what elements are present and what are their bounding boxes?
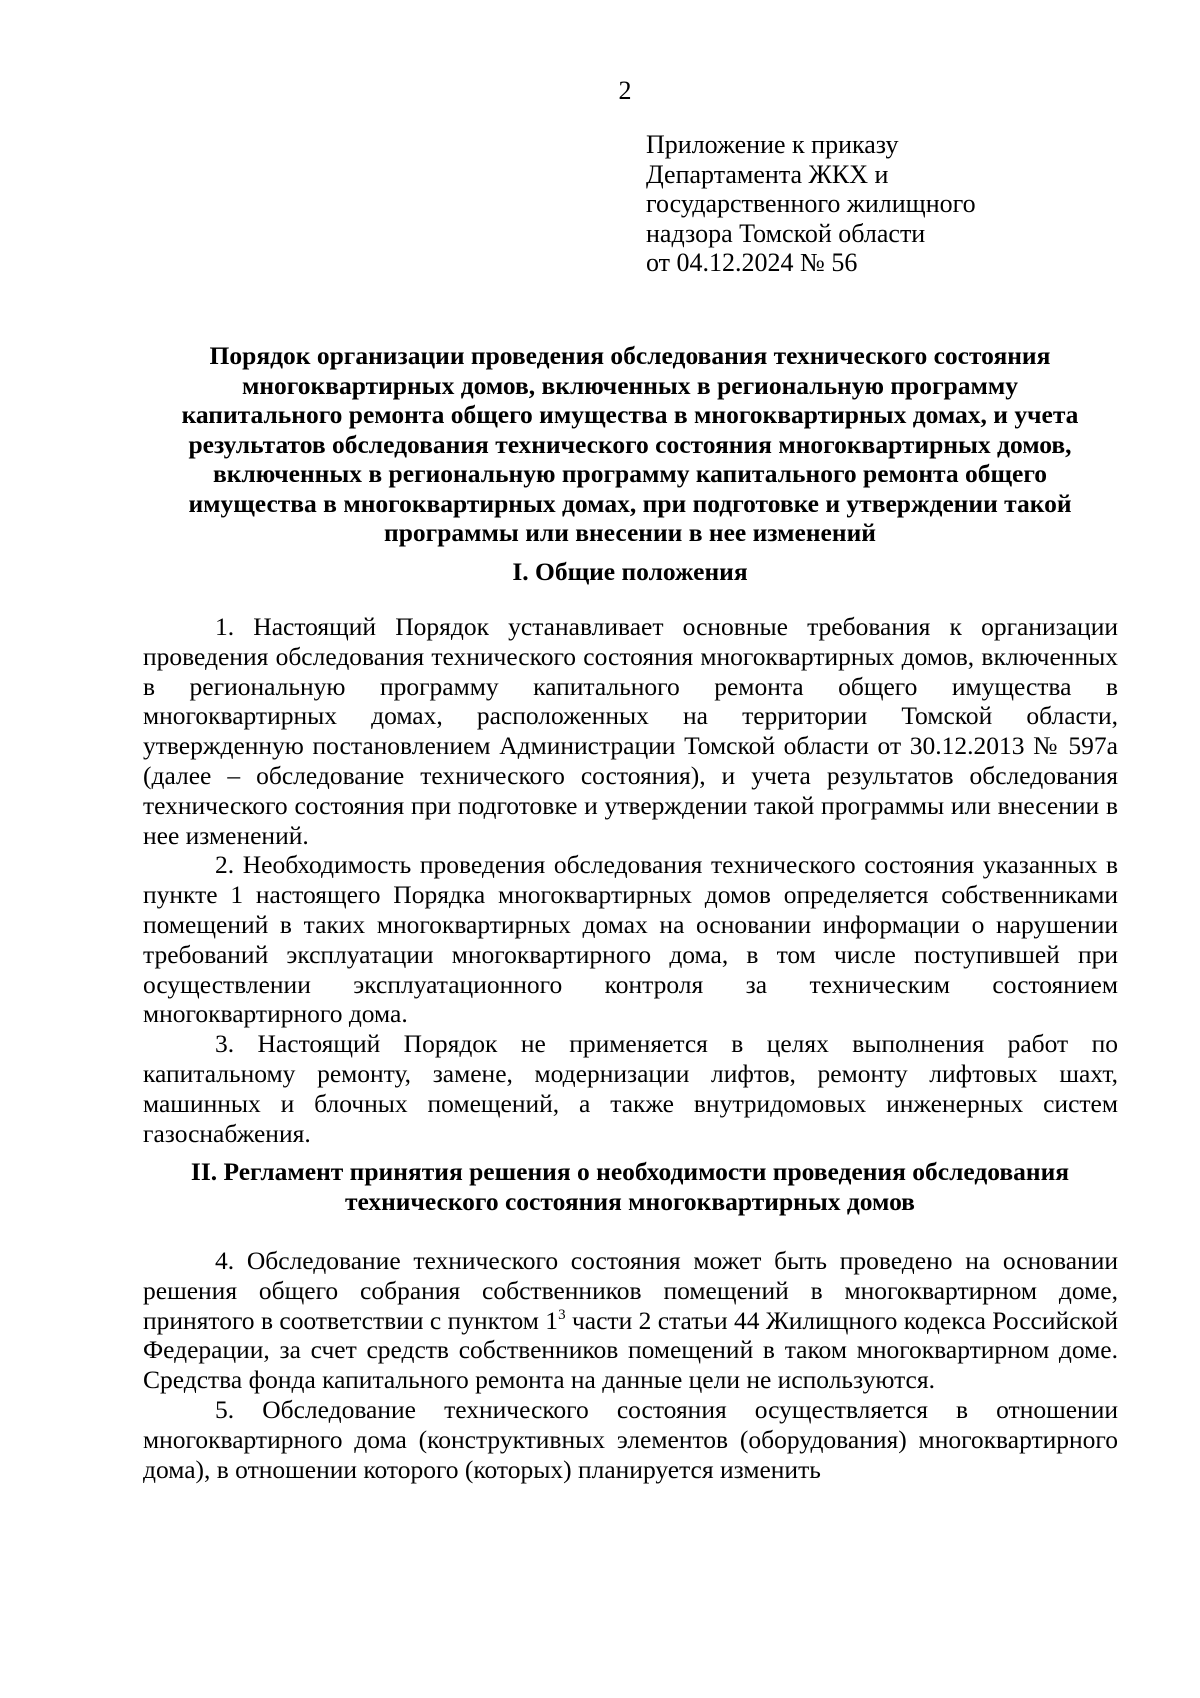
- section-2-body: [143, 1246, 1118, 1484]
- appendix-line: государственного жилищного: [646, 189, 976, 218]
- paragraph-4-end: части 2 статьи 44 Жилищного кодекса Российской Федерации, за счет средств собственников помещений в таком многоквартирном доме. Средства фонда капитального ремонта на данные цели не используются.: [143, 1305, 1118, 1395]
- document-title: Порядок организации проведения обследования технического состояния многоквартирных домов, включенных в региональную программу капитального ремонта общего имущества в многоквартирных домах, и учета результатов обследования технического состояния многоквартирных домов, включенных в региональную программу капитального ремонта общего имущества в многоквартирных домах, при подготовке и утверждении такой программы или внесении в нее изменений: [181, 341, 1079, 547]
- paragraph-4-start: 4. Обследование технического состояния может быть проведено на основании решения общего собрания собственников помещений в многоквартирном доме, принятого в соответствии с пунктом 1: [143, 1246, 1118, 1335]
- paragraph-4: [143, 1246, 1118, 1395]
- paragraph-1: 1. Настоящий Порядок устанавливает основные требования к организации проведения обследования технического состояния многоквартирных домов, включенных в региональную программу капитального ремонта общего имущества в многоквартирных домах, расположенных на территории Томской области, утвержденную постановлением Администрации Томской области от 30.12.2013 № 597а (далее – обследование технического состояния), и учета результатов обследования технического состояния при подготовке и утверждении такой программы или внесении в нее изменений.: [143, 612, 1118, 850]
- page-number: 2: [618, 76, 632, 105]
- appendix-line: надзора Томской области: [646, 218, 926, 248]
- paragraph-3: 3. Настоящий Порядок не применяется в целях выполнения работ по капитальному ремонту, замене, модернизации лифтов, ремонту лифтовых шахт, машинных и блочных помещений, а также внутридомовых инженерных систем газоснабжения.: [143, 1029, 1118, 1148]
- superscript-3: 3: [558, 1306, 566, 1323]
- appendix-reference: [646, 130, 1106, 278]
- paragraph-5: 5. Обследование технического состояния осуществляется в отношении многоквартирного дома (конструктивных элементов (оборудования) многоквартирного дома), в отношении которого (которых) планируется изменить: [143, 1394, 1118, 1484]
- appendix-line: Приложение к приказу: [646, 130, 899, 159]
- section-1-body: [143, 612, 1118, 1148]
- section-1-heading: I. Общие положения: [512, 557, 748, 586]
- appendix-line: от 04.12.2024 № 56: [646, 248, 858, 277]
- appendix-line: Департамента ЖКХ и: [646, 159, 889, 189]
- paragraph-2: 2. Необходимость проведения обследования технического состояния указанных в пункте 1 настоящего Порядка многоквартирных домов определяется собственниками помещений в таких многоквартирных домах на основании информации о нарушении требований эксплуатации многоквартирного дома, в том числе поступившей при осуществлении эксплуатационного контроля за техническим состоянием многоквартирного дома.: [143, 850, 1118, 1029]
- section-2-heading: II. Регламент принятия решения о необходимости проведения обследования технического состояния многоквартирных домов: [190, 1157, 1070, 1216]
